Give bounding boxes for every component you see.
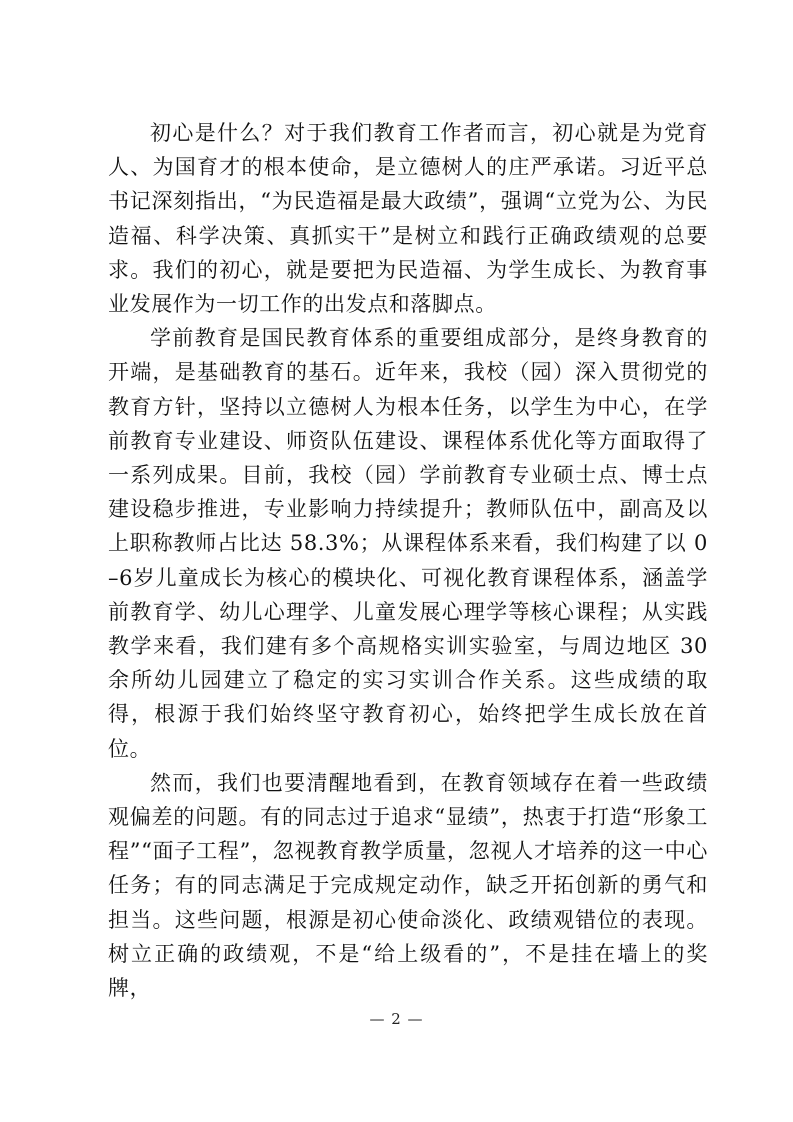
paragraph-3: 然而，我们也要清醒地看到，在教育领域存在着一些政绩观偏差的问题。有的同志过于追求“显绩”，热衷于打造“形象工程”“面子工程”，忽视教育教学质量，忽视人才培养的这一中心任务；有的同志满足于完成规定动作，缺乏开拓创新的勇气和担当。这些问题，根源是初心使命淡化、政绩观错位的表现。树立正确的政绩观，不是“给上级看的”，不是挂在墙上的奖牌， xyxy=(108,770,708,1001)
paragraph-1: 初心是什么？对于我们教育工作者而言，初心就是为党育人、为国育才的根本使命，是立德树人的庄严承诺。习近平总书记深刻指出，“为民造福是最大政绩”，强调“立党为公、为民造福、科学决策、真抓实干”是树立和践行正确政绩观的总要求。我们的初心，就是要把为民造福、为学生成长、为教育事业发展作为一切工作的出发点和落脚点。 xyxy=(108,121,708,317)
page-number: — 2 — xyxy=(369,1010,424,1028)
document-body xyxy=(108,116,708,1005)
paragraph-2: 学前教育是国民教育体系的重要组成部分，是终身教育的开端，是基础教育的基石。近年来，我校（园）深入贯彻党的教育方针，坚持以立德树人为根本任务，以学生为中心，在学前教育专业建设、师资队伍建设、课程体系优化等方面取得了一系列成果。目前，我校（园）学前教育专业硕士点、博士点建设稳步推进，专业影响力持续提升；教师队伍中，副高及以上职称教师占比达 58.3%；从课程体系来看，我们构建了以 0–6岁儿童成长为核心的模块化、可视化教育课程体系，涵盖学前教育学、幼儿心理学、儿童发展心理学等核心课程；从实践教学来看，我们建有多个高规格实训实验室，与周边地区 30 余所幼儿园建立了稳定的实习实训合作关系。这些成绩的取得，根源于我们始终坚守教育初心，始终把学生成长放在首位。 xyxy=(108,326,708,761)
